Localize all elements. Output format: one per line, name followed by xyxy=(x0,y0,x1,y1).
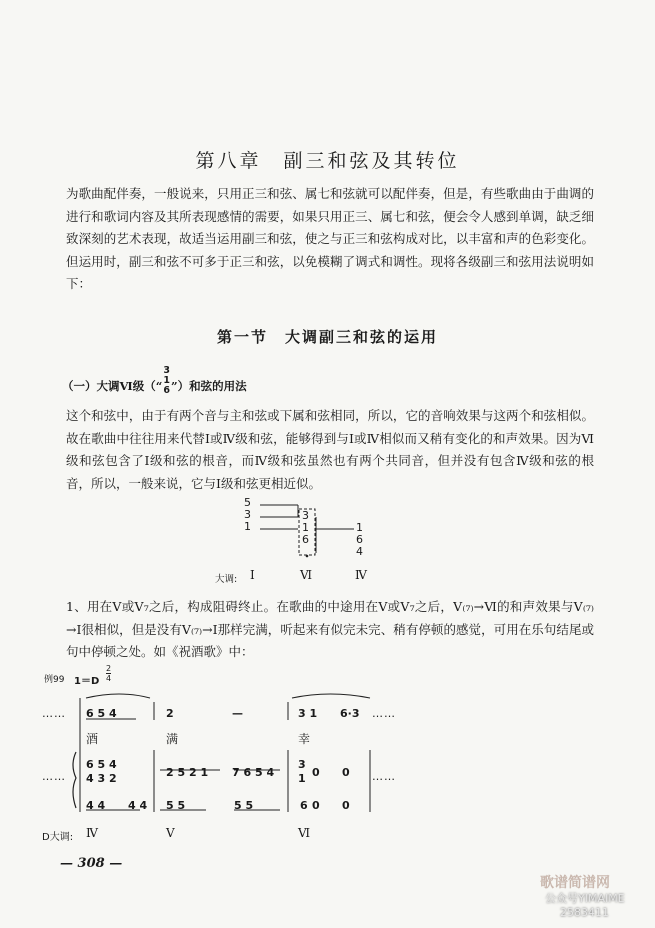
numeral-I: Ⅰ xyxy=(250,568,255,582)
bass-m3: 6 xyxy=(300,799,308,812)
lyric: 酒 xyxy=(86,732,99,746)
note: 1 xyxy=(244,520,251,533)
treble-run2: 7 6 5 4 xyxy=(232,766,275,779)
watermark-wechat: 公众号YIMAIME xyxy=(545,892,625,905)
rest: 0 xyxy=(342,799,350,812)
bass-m2b: 5 5 xyxy=(234,799,254,812)
bass-m1b: 4 4 xyxy=(128,799,148,812)
example-label: 例99 xyxy=(44,675,65,685)
page-number: — 308 — xyxy=(60,856,123,871)
melody-m2: 2 xyxy=(166,707,174,720)
diagram-right-notes xyxy=(356,522,363,558)
system-brace xyxy=(73,752,76,808)
note: 6 xyxy=(302,533,309,546)
lyric: 幸 xyxy=(298,732,311,746)
treble-top-m3: 3 xyxy=(298,758,306,771)
note: 5 xyxy=(244,496,251,509)
numeral-VI: Ⅵ xyxy=(300,568,313,582)
intro-paragraph: 为歌曲配伴奏，一般说来，只用正三和弦、属七和弦就可以配伴奏，但是，有些歌曲由于曲调的进行和歌词内容及其所表现感情的需要，如果只用正三、属七和弦，便会令人感到单调，缺乏细致深刻的艺术表现，故适当运用副三和弦，使之与正三和弦构成对比，以丰富和声的色彩变化。但运用时，副三和弦不可多于正三和弦，以免模糊了调式和调性。现将各级副三和弦用法说明如下： xyxy=(66,186,594,291)
numeral-VI: Ⅵ xyxy=(298,826,311,840)
numeral-V: Ⅴ xyxy=(166,826,175,840)
leader-dots: …… xyxy=(42,707,66,720)
diagram-key-label: 大调: xyxy=(215,574,238,585)
body-paragraph: 这个和弦中，由于有两个音与主和弦或下属和弦相同，所以，它的音响效果与这两个和弦相似。故在歌曲中往往用来代替Ⅰ或Ⅳ级和弦，能够得到与Ⅰ或Ⅳ相似而又稍有变化的和声效果。因为Ⅵ级和弦包含了Ⅰ级和弦的根音，而Ⅳ级和弦虽然也有两个共同音，但并没有包含Ⅳ级和弦的根音，所以，一般来说，它与Ⅰ级和弦更相近似。 xyxy=(66,408,594,491)
subsection-heading xyxy=(62,365,247,402)
melody-dash: — xyxy=(232,707,243,720)
rest: 0 xyxy=(312,766,320,779)
rest: 0 xyxy=(312,799,320,812)
leader-dots: …… xyxy=(42,770,66,783)
rest: 0 xyxy=(342,766,350,779)
section-title: 第一节 大调副三和弦的运用 xyxy=(216,328,438,346)
melody-m3b: 6·3 xyxy=(340,707,360,720)
leader-dots: …… xyxy=(372,770,396,783)
treble-bot-m1: 4 3 2 xyxy=(86,772,117,785)
diagram-mid-notes xyxy=(302,510,309,546)
note: 3 xyxy=(244,508,251,521)
numeral-IV: Ⅳ xyxy=(355,568,367,582)
note: 3 xyxy=(302,509,309,522)
rule-paragraph: 1、用在Ⅴ或Ⅴ₇之后，构成阻碍终止。在歌曲的中途用在Ⅴ或Ⅴ₇之后，Ⅴ₍₇₎→Ⅵ的和声效果与Ⅴ₍₇₎→Ⅰ很相似，但是没有Ⅴ₍₇₎→Ⅰ那样完满，听起来有似完未完、稍有停顿的感觉，可用在乐句结尾或句中停顿之处。如《祝酒歌》中： xyxy=(66,599,594,659)
watermark-id: 2583411 xyxy=(560,906,609,919)
time-signature xyxy=(106,664,111,683)
meter-top: 2 xyxy=(106,664,112,673)
treble-run1: 2 5 2 1 xyxy=(166,766,209,779)
chapter-title: 第八章 副三和弦及其转位 xyxy=(195,150,460,172)
melody-m3: 3 1 xyxy=(298,707,318,720)
treble-top-m1: 6 5 4 xyxy=(86,758,117,771)
lyric: 满 xyxy=(166,732,179,746)
chord-mid: 1 xyxy=(163,375,170,386)
diagram-left-notes xyxy=(244,497,251,533)
subsection-suffix: ”）和弦的用法 xyxy=(170,379,247,393)
example-key-label: D大调: xyxy=(42,832,74,843)
leader-dots: …… xyxy=(372,707,396,720)
numeral-IV: Ⅳ xyxy=(86,826,98,840)
note: 6 xyxy=(356,533,363,546)
melody-slur xyxy=(292,694,370,698)
chord-top: 3 xyxy=(163,365,170,376)
watermark-logo: 歌谱简谱网 xyxy=(540,875,610,891)
melody-slur xyxy=(86,694,150,698)
meter-bot: 4 xyxy=(106,674,112,683)
chord-bot: 6 xyxy=(163,385,170,396)
example-key: 1＝D xyxy=(74,676,100,687)
bass-m2a: 5 5 xyxy=(166,799,186,812)
treble-bot-m3: 1 xyxy=(298,772,306,785)
subsection-prefix: （一）大调Ⅵ级（“ xyxy=(62,379,163,393)
note: 1 xyxy=(302,521,309,534)
melody-m1: 6 5 4 xyxy=(86,707,117,720)
chord-stack xyxy=(163,366,170,396)
note: 4 xyxy=(356,545,363,558)
note: 1 xyxy=(356,521,363,534)
bass-m1a: 4 4 xyxy=(86,799,106,812)
octave-dot xyxy=(306,555,309,558)
